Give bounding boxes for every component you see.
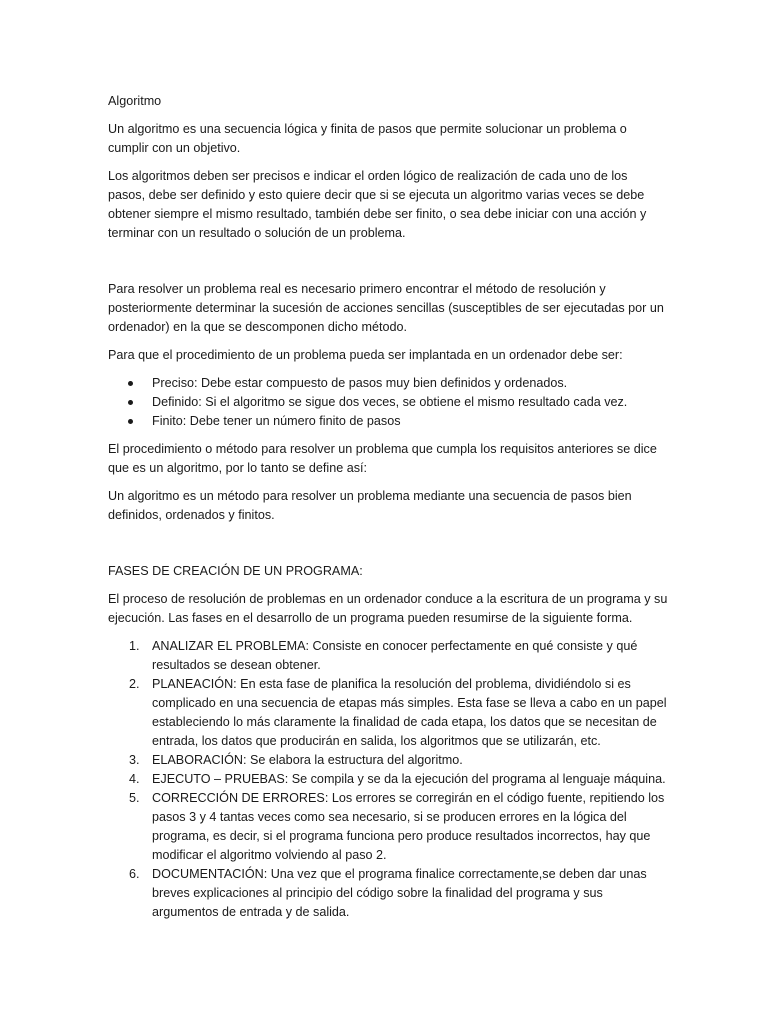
list-item bbox=[108, 751, 668, 770]
bullet-icon bbox=[128, 400, 133, 405]
intro-paragraph: Un algoritmo es una secuencia lógica y finita de pasos que permite solucionar un problema o cumplir con un objetivo. bbox=[108, 122, 627, 155]
section-heading: FASES DE CREACIÓN DE UN PROGRAMA: bbox=[108, 564, 363, 578]
list-item-text: Finito: Debe tener un número finito de pasos bbox=[152, 414, 401, 428]
resolution-paragraph: Para resolver un problema real es necesario primero encontrar el método de resolución y posteriormente determinar la sucesión de acciones sencillas (susceptibles de ser ejecutadas por un ordenador) en la que se descomponen dicho método. bbox=[108, 282, 664, 334]
list-item-text: CORRECCIÓN DE ERRORES: Los errores se corregirán en el código fuente, repitiendo los pasos 3 y 4 tantas veces como sea necesario, si se producen errores en la lógica del programa, es decir, si el programa funciona pero produce resultados incorrectos, hay que modificar el algoritmo volviendo al paso 2. bbox=[152, 791, 665, 862]
list-item-text: ELABORACIÓN: Se elabora la estructura del algoritmo. bbox=[152, 753, 463, 767]
list-item-text: PLANEACIÓN: En esta fase de planifica la resolución del problema, dividiéndolo si es complicado en una secuencia de etapas más simples. Esta fase se lleva a cabo en un papel estableciendo lo más claramente la finalidad de cada etapa, los datos que se necesitan de entrada, los datos que producirán en salida, los algoritmos que se utilizarán, etc. bbox=[152, 677, 667, 748]
list-item-number: 4. bbox=[129, 772, 140, 786]
list-item bbox=[108, 412, 668, 431]
spacer bbox=[108, 534, 668, 562]
list-item-text: Preciso: Debe estar compuesto de pasos muy bien definidos y ordenados. bbox=[152, 376, 568, 390]
list-item bbox=[108, 770, 668, 789]
requirements-list bbox=[108, 374, 668, 431]
list-item bbox=[108, 675, 668, 751]
list-item-text: DOCUMENTACIÓN: Una vez que el programa finalice correctamente,se deben dar unas breves explicaciones al principio del código sobre la finalidad del programa y sus argumentos de entrada y de salida. bbox=[152, 867, 647, 919]
phases-list bbox=[108, 637, 668, 922]
list-item bbox=[108, 789, 668, 865]
resolution-paragraph: Para que el procedimiento de un problema pueda ser implantada en un ordenador debe ser: bbox=[108, 348, 623, 362]
list-item-number: 2. bbox=[129, 677, 140, 691]
list-item bbox=[108, 865, 668, 922]
list-item-text: EJECUTO – PRUEBAS: Se compila y se da la ejecución del programa al lenguaje máquina. bbox=[152, 772, 666, 786]
list-item-text: ANALIZAR EL PROBLEMA: Consiste en conocer perfectamente en qué consiste y qué resultados se desean obtener. bbox=[152, 639, 638, 672]
closing-paragraph: El procedimiento o método para resolver un problema que cumpla los requisitos anteriores se dice que es un algoritmo, por lo tanto se define así: bbox=[108, 442, 657, 475]
spacer bbox=[108, 252, 668, 280]
closing-paragraph: Un algoritmo es un método para resolver un problema mediante una secuencia de pasos bien definidos, ordenados y finitos. bbox=[108, 489, 632, 522]
list-item bbox=[108, 393, 668, 412]
bullet-icon bbox=[128, 419, 133, 424]
list-item-number: 1. bbox=[129, 639, 140, 653]
bullet-icon bbox=[128, 381, 133, 386]
document-page bbox=[108, 92, 668, 922]
list-item-number: 6. bbox=[129, 867, 140, 881]
document-title: Algoritmo bbox=[108, 94, 162, 108]
list-item-number: 3. bbox=[129, 753, 140, 767]
intro-paragraph: Los algoritmos deben ser precisos e indicar el orden lógico de realización de cada uno de los pasos, debe ser definido y esto quiere decir que si se ejecuta un algoritmo varias veces se debe obtener siempre el mismo resultado, también debe ser finito, o sea debe iniciar con una acción y terminar con un resultado o solución de un problema. bbox=[108, 169, 647, 240]
list-item-text: Definido: Si el algoritmo se sigue dos veces, se obtiene el mismo resultado cada vez. bbox=[152, 395, 628, 409]
list-item bbox=[108, 637, 668, 675]
phases-intro-paragraph: El proceso de resolución de problemas en un ordenador conduce a la escritura de un programa y su ejecución. Las fases en el desarrollo de un programa pueden resumirse de la siguiente forma. bbox=[108, 592, 668, 625]
list-item bbox=[108, 374, 668, 393]
list-item-number: 5. bbox=[129, 791, 140, 805]
